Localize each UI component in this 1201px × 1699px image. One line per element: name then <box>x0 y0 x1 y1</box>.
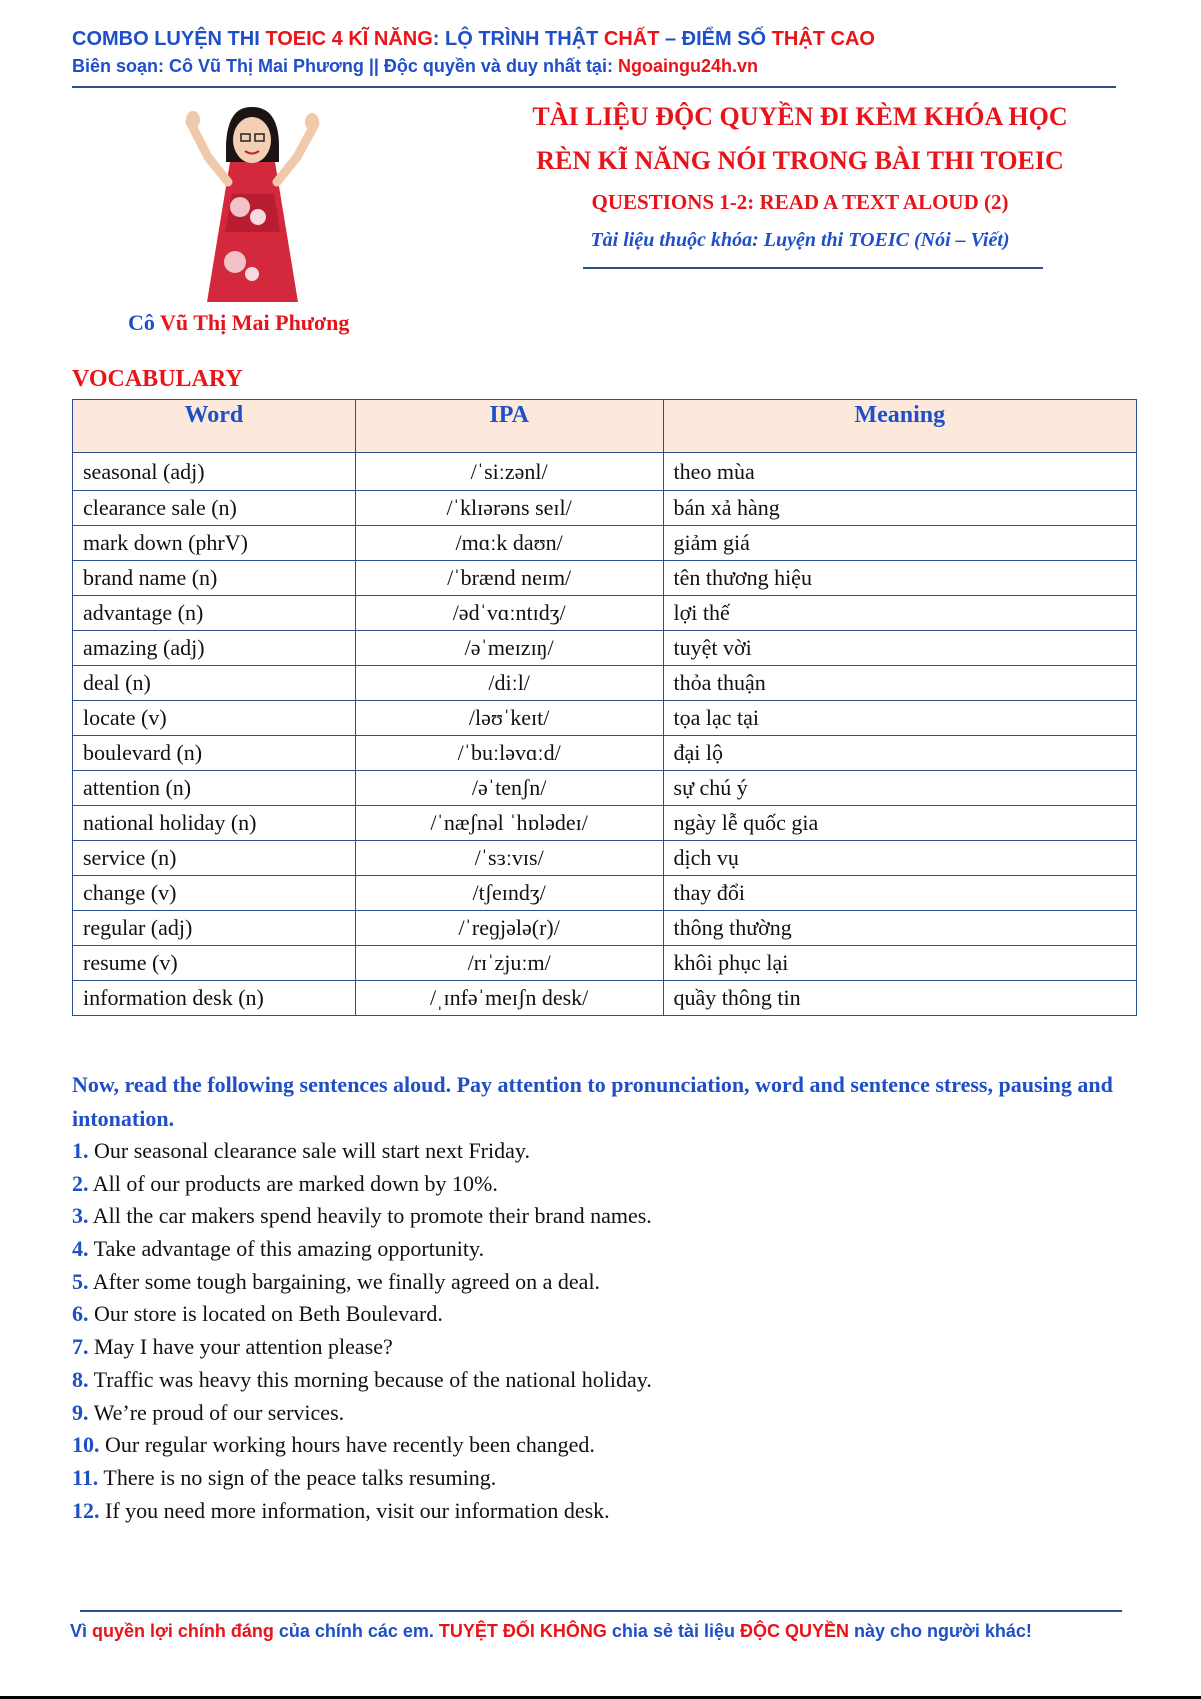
sentence-item <box>72 1233 652 1266</box>
sentence-text: Our store is located on Beth Boulevard. <box>94 1301 443 1327</box>
cell-ipa: /rɪˈzjuːm/ <box>355 946 663 981</box>
table-row <box>73 701 1137 736</box>
cell-meaning: đại lộ <box>663 736 1136 771</box>
sentence-text: After some tough bargaining, we finally agreed on a deal. <box>92 1268 601 1294</box>
table-row <box>73 736 1137 771</box>
footer-part: Vì <box>70 1621 93 1641</box>
sentence-number: 1. <box>72 1138 89 1163</box>
cell-ipa: /ˈbrænd neɪm/ <box>355 561 663 596</box>
sentence-text: We’re proud of our services. <box>93 1399 345 1425</box>
cell-word: regular (adj) <box>73 911 356 946</box>
col-header-word: Word <box>73 400 356 453</box>
cell-meaning: dịch vụ <box>663 841 1136 876</box>
teacher-caption <box>128 310 349 336</box>
cell-ipa: /mɑːk daʊn/ <box>355 526 663 561</box>
footer-divider <box>80 1610 1122 1612</box>
cell-word: information desk (n) <box>73 981 356 1016</box>
cell-meaning: khôi phục lại <box>663 946 1136 981</box>
header-part: COMBO LUYỆN THI <box>72 28 266 50</box>
sentence-number: 2. <box>72 1170 89 1196</box>
cell-meaning: bán xả hàng <box>663 491 1136 526</box>
vocabulary-heading: VOCABULARY <box>72 366 243 392</box>
cell-ipa: /ˈnæʃnəl ˈhɒlədeɪ/ <box>355 806 663 841</box>
cell-meaning: giảm giá <box>663 526 1136 561</box>
table-row <box>73 666 1137 701</box>
sentence-text: If you need more information, visit our information desk. <box>105 1497 610 1523</box>
course-name: Tài liệu thuộc khóa: Luyện thi TOEIC (Nói – Viết) <box>590 229 1010 251</box>
sentence-number: 6. <box>72 1301 89 1327</box>
header-part: TOEIC 4 KĨ NĂNG <box>265 28 433 50</box>
table-row <box>73 981 1137 1016</box>
cell-meaning: tuyệt vời <box>663 631 1136 666</box>
vocabulary-table <box>72 399 1137 1016</box>
cell-meaning: tọa lạc tại <box>663 701 1136 736</box>
cell-meaning: thỏa thuận <box>663 666 1136 701</box>
header-part: : LỘ TRÌNH THẬT <box>432 28 604 50</box>
sentence-item <box>72 1298 652 1331</box>
cell-word: advantage (n) <box>73 596 356 631</box>
cell-ipa: /ˈklɪərəns seɪl/ <box>355 491 663 526</box>
sentence-item <box>72 1200 652 1233</box>
sentence-item <box>72 1364 652 1397</box>
cell-word: brand name (n) <box>73 561 356 596</box>
cell-ipa: /diːl/ <box>355 666 663 701</box>
sentence-item <box>72 1331 652 1364</box>
table-row <box>73 771 1137 806</box>
cell-ipa: /ˈreɡjələ(r)/ <box>355 911 663 946</box>
sentence-number: 11. <box>72 1464 99 1490</box>
cell-meaning: quầy thông tin <box>663 981 1136 1016</box>
footer-notice <box>70 1621 1032 1642</box>
sentence-number: 5. <box>72 1268 89 1294</box>
header-part: – ĐIỂM SỐ <box>659 28 772 50</box>
col-header-meaning: Meaning <box>663 400 1136 453</box>
cell-word: resume (v) <box>73 946 356 981</box>
sentence-number: 10. <box>72 1432 100 1458</box>
sentence-item <box>72 1135 652 1168</box>
table-row <box>73 911 1137 946</box>
footer-part: TUYỆT ĐỐI KHÔNG <box>438 1621 607 1641</box>
cell-word: amazing (adj) <box>73 631 356 666</box>
table-row <box>73 561 1137 596</box>
practice-instruction: Now, read the following sentences aloud. Pay attention to pronunciation, word and sentence stress, pausing and intonation. <box>72 1072 1113 1131</box>
cell-ipa: /ˈsiːzənl/ <box>355 453 663 491</box>
cell-word: clearance sale (n) <box>73 491 356 526</box>
title-divider <box>583 267 1043 269</box>
table-header-row <box>73 400 1137 453</box>
cell-word: seasonal (adj) <box>73 453 356 491</box>
sentence-text: Take advantage of this amazing opportunity. <box>93 1236 485 1262</box>
col-header-ipa: IPA <box>355 400 663 453</box>
header-part: CHẤT <box>603 28 660 50</box>
table-row <box>73 631 1137 666</box>
sentence-number: 4. <box>72 1236 89 1262</box>
table-row <box>73 526 1137 561</box>
cell-word: locate (v) <box>73 701 356 736</box>
header-line-2 <box>72 56 758 77</box>
table-row <box>73 841 1137 876</box>
header-part: THẬT CAO <box>771 28 875 50</box>
cell-meaning: tên thương hiệu <box>663 561 1136 596</box>
cell-word: national holiday (n) <box>73 806 356 841</box>
sentence-item <box>72 1462 652 1495</box>
doc-subtitle: QUESTIONS 1-2: READ A TEXT ALOUD (2) <box>591 190 1009 214</box>
sentence-text: All the car makers spend heavily to promote their brand names. <box>92 1203 652 1229</box>
cell-meaning: ngày lễ quốc gia <box>663 806 1136 841</box>
cell-ipa: /ˈsɜːvɪs/ <box>355 841 663 876</box>
cell-meaning: lợi thế <box>663 596 1136 631</box>
cell-meaning: thông thường <box>663 911 1136 946</box>
table-row <box>73 453 1137 491</box>
sentence-text: Our regular working hours have recently been changed. <box>105 1432 595 1458</box>
teacher-name: Vũ Thị Mai Phương <box>160 310 350 335</box>
sentence-text: Traffic was heavy this morning because of the national holiday. <box>93 1366 652 1392</box>
teacher-prefix: Cô <box>128 310 160 335</box>
doc-title-1: TÀI LIỆU ĐỘC QUYỀN ĐI KÈM KHÓA HỌC <box>532 102 1068 131</box>
doc-title-2: RÈN KĨ NĂNG NÓI TRONG BÀI THI TOEIC <box>536 146 1064 175</box>
cell-ipa: /ˌɪnfəˈmeɪʃn desk/ <box>355 981 663 1016</box>
cell-ipa: /əˈmeɪzɪŋ/ <box>355 631 663 666</box>
header-divider <box>72 86 1116 88</box>
sentence-text: May I have your attention please? <box>94 1334 393 1360</box>
cell-ipa: /əˈtenʃn/ <box>355 771 663 806</box>
sentence-text: There is no sign of the peace talks resuming. <box>103 1464 497 1490</box>
sentence-number: 9. <box>72 1399 89 1425</box>
sentence-number: 12. <box>72 1497 100 1523</box>
cell-ipa: /ləʊˈkeɪt/ <box>355 701 663 736</box>
sentence-text: Our seasonal clearance sale will start next Friday. <box>94 1138 530 1163</box>
header-part: Biên soạn: Cô Vũ Thị Mai Phương || Độc quyền và duy nhất tại: <box>72 56 618 76</box>
footer-part: của chính các em. <box>273 1621 439 1641</box>
sentence-text: All of our products are marked down by 10%. <box>92 1170 498 1196</box>
sentence-item <box>72 1495 652 1528</box>
sentence-number: 8. <box>72 1366 89 1392</box>
table-row <box>73 596 1137 631</box>
sentence-item <box>72 1429 652 1462</box>
cell-meaning: sự chú ý <box>663 771 1136 806</box>
footer-part: ĐỘC QUYỀN <box>739 1621 849 1641</box>
table-row <box>73 876 1137 911</box>
sentence-item <box>72 1168 652 1201</box>
table-row <box>73 491 1137 526</box>
sentence-number: 3. <box>72 1203 89 1229</box>
cell-word: deal (n) <box>73 666 356 701</box>
cell-ipa: /ˈbuːləvɑːd/ <box>355 736 663 771</box>
sentence-item <box>72 1397 652 1430</box>
header-website[interactable]: Ngoaingu24h.vn <box>617 56 758 76</box>
cell-word: boulevard (n) <box>73 736 356 771</box>
table-row <box>73 806 1137 841</box>
sentence-number: 7. <box>72 1334 89 1360</box>
footer-part: quyền lợi chính đáng <box>92 1621 274 1641</box>
cell-meaning: thay đổi <box>663 876 1136 911</box>
cell-word: change (v) <box>73 876 356 911</box>
cell-ipa: /tʃeɪndʒ/ <box>355 876 663 911</box>
cell-ipa: /ədˈvɑːntɪdʒ/ <box>355 596 663 631</box>
footer-part: chia sẻ tài liệu <box>606 1621 740 1641</box>
teacher-portrait <box>180 102 325 302</box>
cell-word: attention (n) <box>73 771 356 806</box>
header-line-1 <box>72 28 875 51</box>
cell-word: mark down (phrV) <box>73 526 356 561</box>
sentence-item <box>72 1266 652 1299</box>
cell-meaning: theo mùa <box>663 453 1136 491</box>
table-row <box>73 946 1137 981</box>
sentence-list <box>72 1135 652 1527</box>
cell-word: service (n) <box>73 841 356 876</box>
footer-part: này cho người khác! <box>849 1621 1032 1641</box>
